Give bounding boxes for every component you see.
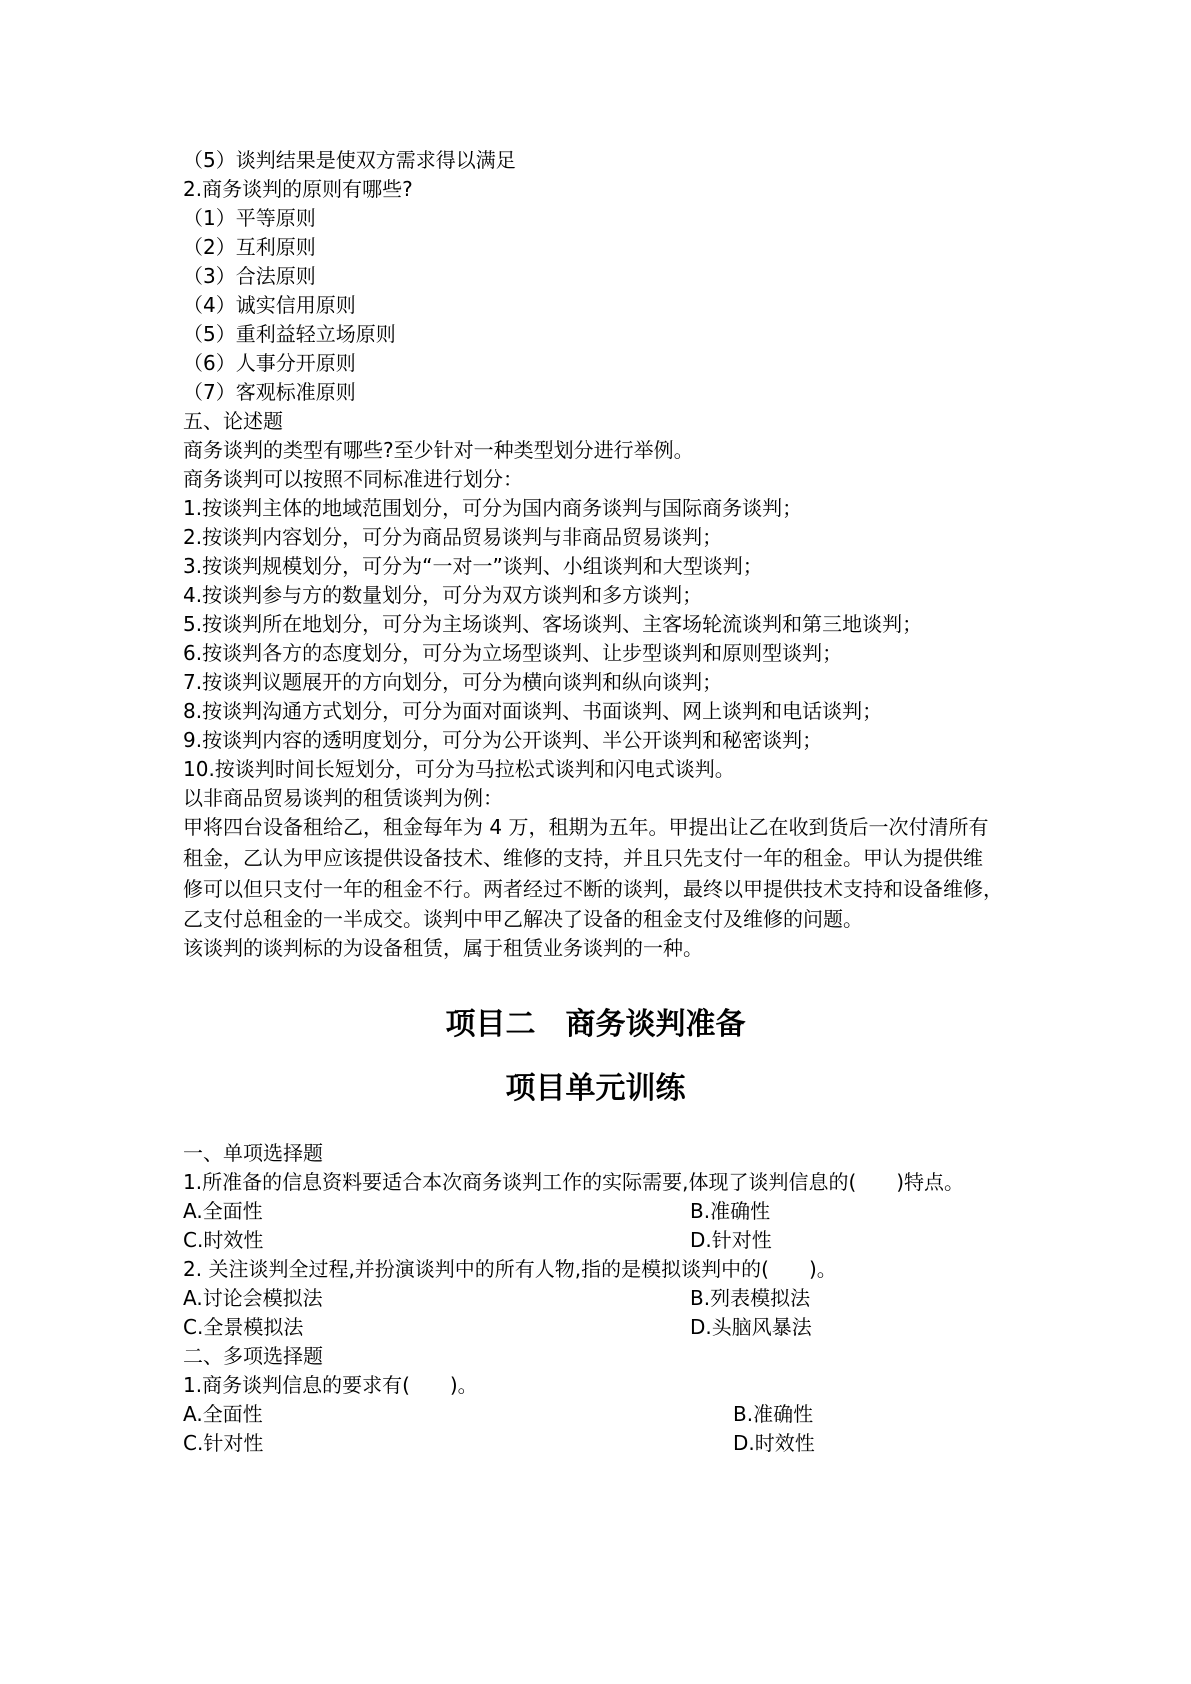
- section-heading: 五、论述题: [183, 409, 283, 433]
- essay-item: 10.按谈判时间长短划分，可分为马拉松式谈判和闪电式谈判。: [183, 757, 735, 781]
- essay-item: 4.按谈判参与方的数量划分，可分为双方谈判和多方谈判；: [183, 583, 703, 607]
- section-heading: 一、单项选择题: [183, 1141, 323, 1165]
- answer-line: （4）诚实信用原则: [183, 293, 356, 317]
- option-d: D.头脑风暴法: [690, 1315, 812, 1339]
- answer-line: （2）互利原则: [183, 235, 316, 259]
- section-heading: 二、多项选择题: [183, 1344, 323, 1368]
- example-line: 修可以但只支付一年的租金不行。两者经过不断的谈判，最终以甲提供技术支持和设备维修，: [183, 877, 1003, 901]
- essay-item: 7.按谈判议题展开的方向划分，可分为横向谈判和纵向谈判；: [183, 670, 723, 694]
- essay-item: 1.按谈判主体的地域范围划分，可分为国内商务谈判与国际商务谈判；: [183, 496, 803, 520]
- question-text: 1.所准备的信息资料要适合本次商务谈判工作的实际需要,体现了谈判信息的( )特点。: [183, 1170, 965, 1194]
- option-c: C.全景模拟法: [183, 1315, 304, 1339]
- example-line: 租金，乙认为甲应该提供设备技术、维修的支持，并且只先支付一年的租金。甲认为提供维: [183, 846, 983, 870]
- option-b: B.列表模拟法: [690, 1286, 811, 1310]
- example-line: 甲将四台设备租给乙，租金每年为 4 万，租期为五年。甲提出让乙在收到货后一次付清所有: [183, 815, 989, 839]
- option-d: D.针对性: [690, 1228, 772, 1252]
- option-a: A.讨论会模拟法: [183, 1286, 323, 1310]
- option-b: B.准确性: [690, 1199, 771, 1223]
- essay-item: 5.按谈判所在地划分，可分为主场谈判、客场谈判、主客场轮流谈判和第三地谈判；: [183, 612, 923, 636]
- answer-line: （6）人事分开原则: [183, 351, 356, 375]
- essay-intro: 商务谈判可以按照不同标准进行划分：: [183, 467, 523, 491]
- question-text: 1.商务谈判信息的要求有( )。: [183, 1373, 478, 1397]
- essay-item: 6.按谈判各方的态度划分，可分为立场型谈判、让步型谈判和原则型谈判；: [183, 641, 843, 665]
- answer-line: （7）客观标准原则: [183, 380, 356, 404]
- essay-item: 3.按谈判规模划分，可分为“一对一”谈判、小组谈判和大型谈判；: [183, 554, 763, 578]
- example-line: 乙支付总租金的一半成交。谈判中甲乙解决了设备的租金支付及维修的问题。: [183, 907, 863, 931]
- answer-line: （5）重利益轻立场原则: [183, 322, 396, 346]
- unit-title: 项目单元训练: [505, 1071, 686, 1106]
- example-line: 该谈判的谈判标的为设备租赁，属于租赁业务谈判的一种。: [183, 936, 703, 960]
- option-a: A.全面性: [183, 1199, 263, 1223]
- answer-line: （3）合法原则: [183, 264, 316, 288]
- option-b: B.准确性: [733, 1402, 814, 1426]
- option-c: C.针对性: [183, 1431, 264, 1455]
- essay-item: 2.按谈判内容划分，可分为商品贸易谈判与非商品贸易谈判；: [183, 525, 723, 549]
- option-a: A.全面性: [183, 1402, 263, 1426]
- essay-item: 9.按谈判内容的透明度划分，可分为公开谈判、半公开谈判和秘密谈判；: [183, 728, 823, 752]
- essay-question: 商务谈判的类型有哪些?至少针对一种类型划分进行举例。: [183, 438, 694, 462]
- example-intro: 以非商品贸易谈判的租赁谈判为例：: [183, 786, 503, 810]
- answer-line: （1）平等原则: [183, 206, 316, 230]
- answer-line: （5）谈判结果是使双方需求得以满足: [183, 148, 516, 172]
- question-line: 2.商务谈判的原则有哪些?: [183, 177, 413, 201]
- option-c: C.时效性: [183, 1228, 264, 1252]
- project-title: 项目二 商务谈判准备: [445, 1007, 746, 1042]
- question-text: 2. 关注谈判全过程,并扮演谈判中的所有人物,指的是模拟谈判中的( )。: [183, 1257, 837, 1281]
- option-d: D.时效性: [733, 1431, 815, 1455]
- essay-item: 8.按谈判沟通方式划分，可分为面对面谈判、书面谈判、网上谈判和电话谈判；: [183, 699, 883, 723]
